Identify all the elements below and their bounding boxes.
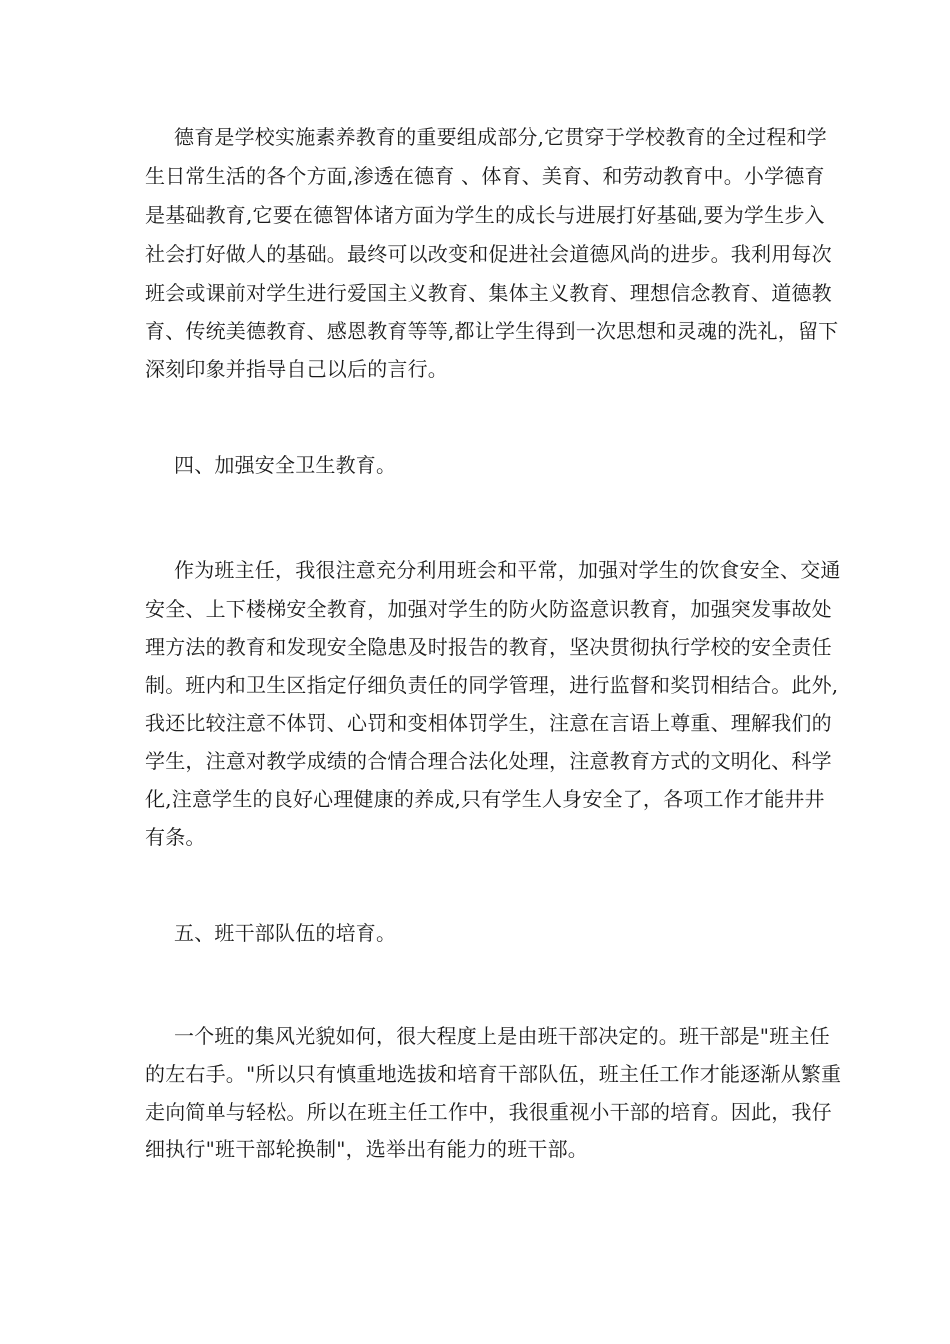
paragraph-2-line-1: 作为班主任，我很注意充分利用班会和平常，加强对学生的饮食安全、交通 [174,558,841,582]
paragraph-1-line-5: 班会或课前对学生进行爱国主义教育、集体主义教育、理想信念教育、道德教 [145,281,832,305]
section-heading-5: 五、班干部队伍的培育。 [174,921,397,945]
paragraph-3-line-4: 细执行"班干部轮换制"，选举出有能力的班干部。 [145,1137,588,1161]
paragraph-2-line-4: 制。班内和卫生区指定仔细负责任的同学管理，进行监督和奖罚相结合。此外, [145,673,839,697]
paragraph-1-line-2: 生日常生活的各个方面,渗透在德育 、体育、美育、和劳动教育中。小学德育 [145,164,825,188]
section-heading-4: 四、加强安全卫生教育。 [174,453,397,477]
paragraph-1-line-1: 德育是学校实施素养教育的重要组成部分,它贯穿于学校教育的全过程和学 [174,125,827,149]
paragraph-2-line-2: 安全、上下楼梯安全教育，加强对学生的防火防盗意识教育，加强突发事故处 [145,597,832,621]
paragraph-1-line-4: 社会打好做人的基础。最终可以改变和促进社会道德风尚的进步。我利用每次 [145,242,832,266]
paragraph-1-line-3: 是基础教育,它要在德智体诸方面为学生的成长与进展打好基础,要为学生步入 [145,203,825,227]
paragraph-2-line-5: 我还比较注意不体罚、心罚和变相体罚学生，注意在言语上尊重、理解我们的 [145,711,832,735]
paragraph-3-line-3: 走向简单与轻松。所以在班主任工作中，我很重视小干部的培育。因此，我仔 [145,1100,832,1124]
paragraph-2-line-8: 有条。 [145,825,206,849]
paragraph-2-line-3: 理方法的教育和发现安全隐患及时报告的教育，坚决贯彻执行学校的安全责任 [145,635,832,659]
paragraph-3-line-1: 一个班的集风光貌如何，很大程度上是由班干部决定的。班干部是"班主任 [174,1024,830,1048]
paragraph-1-line-6: 育、传统美德教育、感恩教育等等,都让学生得到一次思想和灵魂的洗礼，留下 [145,319,839,343]
paragraph-1-line-7: 深刻印象并指导自己以后的言行。 [145,357,448,381]
paragraph-2-line-6: 学生，注意对教学成绩的合情合理合法化处理，注意教育方式的文明化、科学 [145,749,832,773]
paragraph-3-line-2: 的左右手。"所以只有慎重地选拔和培育干部队伍，班主任工作才能逐渐从繁重 [145,1062,842,1086]
paragraph-2-line-7: 化,注意学生的良好心理健康的养成,只有学生人身安全了，各项工作才能井井 [145,787,825,811]
